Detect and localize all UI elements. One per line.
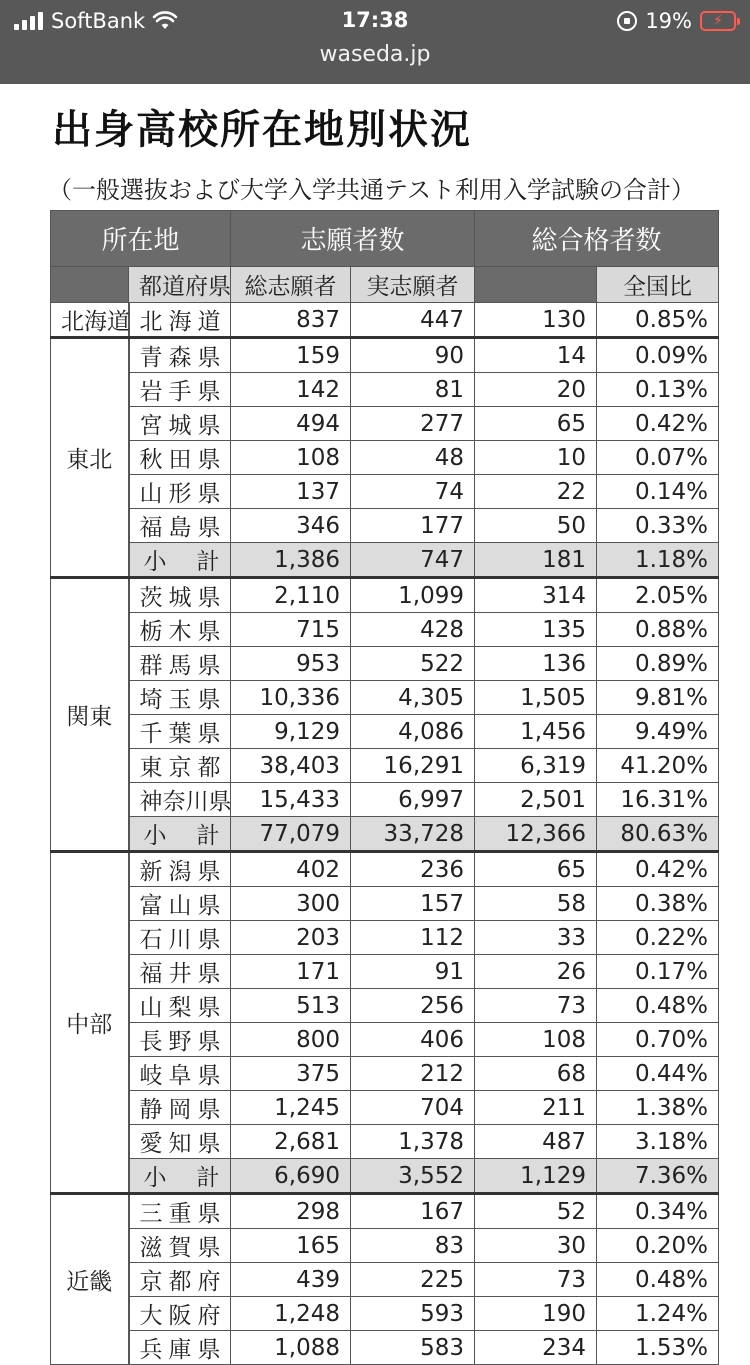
ratio-cell: 3.18% (597, 1125, 719, 1159)
table-row (51, 1057, 719, 1091)
ratio-cell: 0.88% (597, 613, 719, 647)
total-applicants-cell: 108 (231, 441, 351, 475)
actual-applicants-cell: 90 (351, 338, 475, 373)
passed-cell: 487 (475, 1125, 597, 1159)
total-applicants-cell: 203 (231, 921, 351, 955)
total-applicants-cell: 494 (231, 407, 351, 441)
prefecture-cell: 大阪府 (129, 1297, 231, 1331)
prefecture-cell: 滋賀県 (129, 1229, 231, 1263)
orientation-lock-icon (617, 11, 637, 31)
prefecture-cell: 小計 (129, 1159, 231, 1194)
passed-cell: 26 (475, 955, 597, 989)
header-passed-blank (475, 267, 597, 303)
total-applicants-cell: 1,386 (231, 543, 351, 578)
ratio-cell: 0.07% (597, 441, 719, 475)
actual-applicants-cell: 522 (351, 647, 475, 681)
actual-applicants-cell: 4,305 (351, 681, 475, 715)
prefecture-cell: 福島県 (129, 509, 231, 543)
actual-applicants-cell: 74 (351, 475, 475, 509)
passed-cell: 68 (475, 1057, 597, 1091)
table-row (51, 303, 719, 338)
carrier-label: SoftBank (51, 9, 146, 33)
ratio-cell: 0.09% (597, 338, 719, 373)
ratio-cell: 80.63% (597, 817, 719, 852)
header-national-ratio: 全国比 (597, 267, 719, 303)
actual-applicants-cell: 225 (351, 1263, 475, 1297)
ratio-cell: 0.44% (597, 1057, 719, 1091)
ratio-cell: 0.70% (597, 1023, 719, 1057)
total-applicants-cell: 137 (231, 475, 351, 509)
total-applicants-cell: 837 (231, 303, 351, 338)
passed-cell: 130 (475, 303, 597, 338)
passed-cell: 181 (475, 543, 597, 578)
actual-applicants-cell: 112 (351, 921, 475, 955)
prefecture-cell: 青森県 (129, 338, 231, 373)
passed-cell: 314 (475, 578, 597, 613)
table-row (51, 1229, 719, 1263)
table-row (51, 509, 719, 543)
table-row (51, 647, 719, 681)
total-applicants-cell: 171 (231, 955, 351, 989)
table-row (51, 921, 719, 955)
actual-applicants-cell: 236 (351, 852, 475, 887)
actual-applicants-cell: 212 (351, 1057, 475, 1091)
total-applicants-cell: 142 (231, 373, 351, 407)
total-applicants-cell: 298 (231, 1194, 351, 1229)
table-row (51, 1194, 719, 1229)
table-body (51, 303, 719, 1365)
passed-cell: 2,501 (475, 783, 597, 817)
actual-applicants-cell: 747 (351, 543, 475, 578)
table-row (51, 852, 719, 887)
passed-cell: 52 (475, 1194, 597, 1229)
prefecture-cell: 山梨県 (129, 989, 231, 1023)
page-title: 出身高校所在地別状況 (52, 107, 472, 153)
ratio-cell: 9.49% (597, 715, 719, 749)
table-row (51, 681, 719, 715)
actual-applicants-cell: 593 (351, 1297, 475, 1331)
total-applicants-cell: 439 (231, 1263, 351, 1297)
table-row (51, 407, 719, 441)
table-row (51, 613, 719, 647)
passed-cell: 1,505 (475, 681, 597, 715)
battery-percent: 19% (645, 9, 692, 33)
ratio-cell: 0.17% (597, 955, 719, 989)
table-row (51, 373, 719, 407)
passed-cell: 190 (475, 1297, 597, 1331)
ratio-cell: 1.38% (597, 1091, 719, 1125)
prefecture-cell: 栃木県 (129, 613, 231, 647)
prefecture-cell: 山形県 (129, 475, 231, 509)
actual-applicants-cell: 91 (351, 955, 475, 989)
passed-cell: 211 (475, 1091, 597, 1125)
actual-applicants-cell: 6,997 (351, 783, 475, 817)
table-row (51, 715, 719, 749)
prefecture-cell: 小計 (129, 543, 231, 578)
header-region-blank (51, 267, 129, 303)
region-cell: 関東 (51, 578, 129, 852)
actual-applicants-cell: 81 (351, 373, 475, 407)
prefecture-cell: 京都府 (129, 1263, 231, 1297)
actual-applicants-cell: 583 (351, 1331, 475, 1365)
header-actual-applicants: 実志願者 (351, 267, 475, 303)
passed-cell: 135 (475, 613, 597, 647)
ratio-cell: 1.18% (597, 543, 719, 578)
total-applicants-cell: 77,079 (231, 817, 351, 852)
ratio-cell: 0.33% (597, 509, 719, 543)
ratio-cell: 0.42% (597, 407, 719, 441)
subtotal-row (51, 817, 719, 852)
actual-applicants-cell: 277 (351, 407, 475, 441)
table-row (51, 1125, 719, 1159)
prefecture-cell: 小計 (129, 817, 231, 852)
prefecture-cell: 三重県 (129, 1194, 231, 1229)
table-row (51, 887, 719, 921)
passed-cell: 65 (475, 407, 597, 441)
table-row (51, 1331, 719, 1365)
prefecture-cell: 新潟県 (129, 852, 231, 887)
subtotal-row (51, 1159, 719, 1194)
actual-applicants-cell: 1,378 (351, 1125, 475, 1159)
prefecture-cell: 兵庫県 (129, 1331, 231, 1365)
total-applicants-cell: 165 (231, 1229, 351, 1263)
passed-cell: 1,129 (475, 1159, 597, 1194)
page-subtitle: （一般選抜および大学入学共通テスト利用入学試験の合計） (48, 176, 696, 204)
ratio-cell: 9.81% (597, 681, 719, 715)
table-row (51, 475, 719, 509)
total-applicants-cell: 715 (231, 613, 351, 647)
actual-applicants-cell: 177 (351, 509, 475, 543)
prefecture-cell: 秋田県 (129, 441, 231, 475)
ratio-cell: 7.36% (597, 1159, 719, 1194)
actual-applicants-cell: 256 (351, 989, 475, 1023)
ratio-cell: 1.24% (597, 1297, 719, 1331)
ratio-cell: 0.13% (597, 373, 719, 407)
actual-applicants-cell: 157 (351, 887, 475, 921)
table-row (51, 338, 719, 373)
actual-applicants-cell: 167 (351, 1194, 475, 1229)
header-total-applicants: 総志願者 (231, 267, 351, 303)
total-applicants-cell: 800 (231, 1023, 351, 1057)
subtotal-row (51, 543, 719, 578)
passed-cell: 136 (475, 647, 597, 681)
actual-applicants-cell: 1,099 (351, 578, 475, 613)
ratio-cell: 0.14% (597, 475, 719, 509)
actual-applicants-cell: 447 (351, 303, 475, 338)
total-applicants-cell: 1,245 (231, 1091, 351, 1125)
prefecture-cell: 宮城県 (129, 407, 231, 441)
table-row (51, 749, 719, 783)
total-applicants-cell: 2,681 (231, 1125, 351, 1159)
prefecture-cell: 埼玉県 (129, 681, 231, 715)
ratio-cell: 0.22% (597, 921, 719, 955)
total-applicants-cell: 953 (231, 647, 351, 681)
prefecture-cell: 静岡県 (129, 1091, 231, 1125)
prefecture-cell: 長野県 (129, 1023, 231, 1057)
actual-applicants-cell: 704 (351, 1091, 475, 1125)
region-cell: 近畿 (51, 1194, 129, 1365)
actual-applicants-cell: 16,291 (351, 749, 475, 783)
status-bar (0, 0, 750, 84)
total-applicants-cell: 346 (231, 509, 351, 543)
passed-cell: 12,366 (475, 817, 597, 852)
prefecture-cell: 北海道 (129, 303, 231, 338)
prefecture-cell: 石川県 (129, 921, 231, 955)
region-cell: 中部 (51, 852, 129, 1194)
clock: 17:38 (341, 8, 409, 32)
total-applicants-cell: 159 (231, 338, 351, 373)
passed-cell: 65 (475, 852, 597, 887)
total-applicants-cell: 38,403 (231, 749, 351, 783)
passed-cell: 58 (475, 887, 597, 921)
ratio-cell: 0.48% (597, 989, 719, 1023)
battery-icon: ⚡ (700, 11, 736, 31)
prefecture-cell: 千葉県 (129, 715, 231, 749)
prefecture-cell: 富山県 (129, 887, 231, 921)
header-passers: 総合格者数 (475, 211, 719, 267)
ratio-cell: 0.48% (597, 1263, 719, 1297)
table-row (51, 1263, 719, 1297)
passed-cell: 30 (475, 1229, 597, 1263)
table-row (51, 989, 719, 1023)
table-row (51, 1091, 719, 1125)
table-row (51, 1297, 719, 1331)
total-applicants-cell: 10,336 (231, 681, 351, 715)
prefecture-cell: 東京都 (129, 749, 231, 783)
total-applicants-cell: 15,433 (231, 783, 351, 817)
statistics-table (50, 210, 719, 1365)
total-applicants-cell: 1,248 (231, 1297, 351, 1331)
passed-cell: 1,456 (475, 715, 597, 749)
total-applicants-cell: 9,129 (231, 715, 351, 749)
total-applicants-cell: 513 (231, 989, 351, 1023)
total-applicants-cell: 2,110 (231, 578, 351, 613)
total-applicants-cell: 375 (231, 1057, 351, 1091)
header-location: 所在地 (51, 211, 231, 267)
header-applicants: 志願者数 (231, 211, 475, 267)
actual-applicants-cell: 428 (351, 613, 475, 647)
url-bar[interactable]: waseda.jp (319, 42, 431, 67)
table-row (51, 578, 719, 613)
prefecture-cell: 福井県 (129, 955, 231, 989)
prefecture-cell: 岩手県 (129, 373, 231, 407)
total-applicants-cell: 6,690 (231, 1159, 351, 1194)
total-applicants-cell: 402 (231, 852, 351, 887)
actual-applicants-cell: 406 (351, 1023, 475, 1057)
passed-cell: 14 (475, 338, 597, 373)
header-prefecture: 都道府県 (129, 267, 231, 303)
ratio-cell: 0.34% (597, 1194, 719, 1229)
ratio-cell: 41.20% (597, 749, 719, 783)
actual-applicants-cell: 3,552 (351, 1159, 475, 1194)
passed-cell: 108 (475, 1023, 597, 1057)
status-right (617, 8, 736, 34)
prefecture-cell: 茨城県 (129, 578, 231, 613)
actual-applicants-cell: 83 (351, 1229, 475, 1263)
passed-cell: 10 (475, 441, 597, 475)
ratio-cell: 0.20% (597, 1229, 719, 1263)
ratio-cell: 0.38% (597, 887, 719, 921)
passed-cell: 20 (475, 373, 597, 407)
ratio-cell: 0.42% (597, 852, 719, 887)
table-row (51, 955, 719, 989)
total-applicants-cell: 1,088 (231, 1331, 351, 1365)
actual-applicants-cell: 33,728 (351, 817, 475, 852)
table-row (51, 441, 719, 475)
table-row (51, 1023, 719, 1057)
prefecture-cell: 愛知県 (129, 1125, 231, 1159)
passed-cell: 6,319 (475, 749, 597, 783)
ratio-cell: 0.85% (597, 303, 719, 338)
passed-cell: 73 (475, 989, 597, 1023)
actual-applicants-cell: 48 (351, 441, 475, 475)
region-cell: 北海道 (51, 303, 129, 338)
prefecture-cell: 群馬県 (129, 647, 231, 681)
passed-cell: 33 (475, 921, 597, 955)
passed-cell: 50 (475, 509, 597, 543)
passed-cell: 22 (475, 475, 597, 509)
actual-applicants-cell: 4,086 (351, 715, 475, 749)
total-applicants-cell: 300 (231, 887, 351, 921)
passed-cell: 73 (475, 1263, 597, 1297)
prefecture-cell: 岐阜県 (129, 1057, 231, 1091)
ratio-cell: 16.31% (597, 783, 719, 817)
ratio-cell: 2.05% (597, 578, 719, 613)
ratio-cell: 0.89% (597, 647, 719, 681)
prefecture-cell: 神奈川県 (129, 783, 231, 817)
table-row (51, 783, 719, 817)
passed-cell: 234 (475, 1331, 597, 1365)
ratio-cell: 1.53% (597, 1331, 719, 1365)
region-cell: 東北 (51, 338, 129, 578)
